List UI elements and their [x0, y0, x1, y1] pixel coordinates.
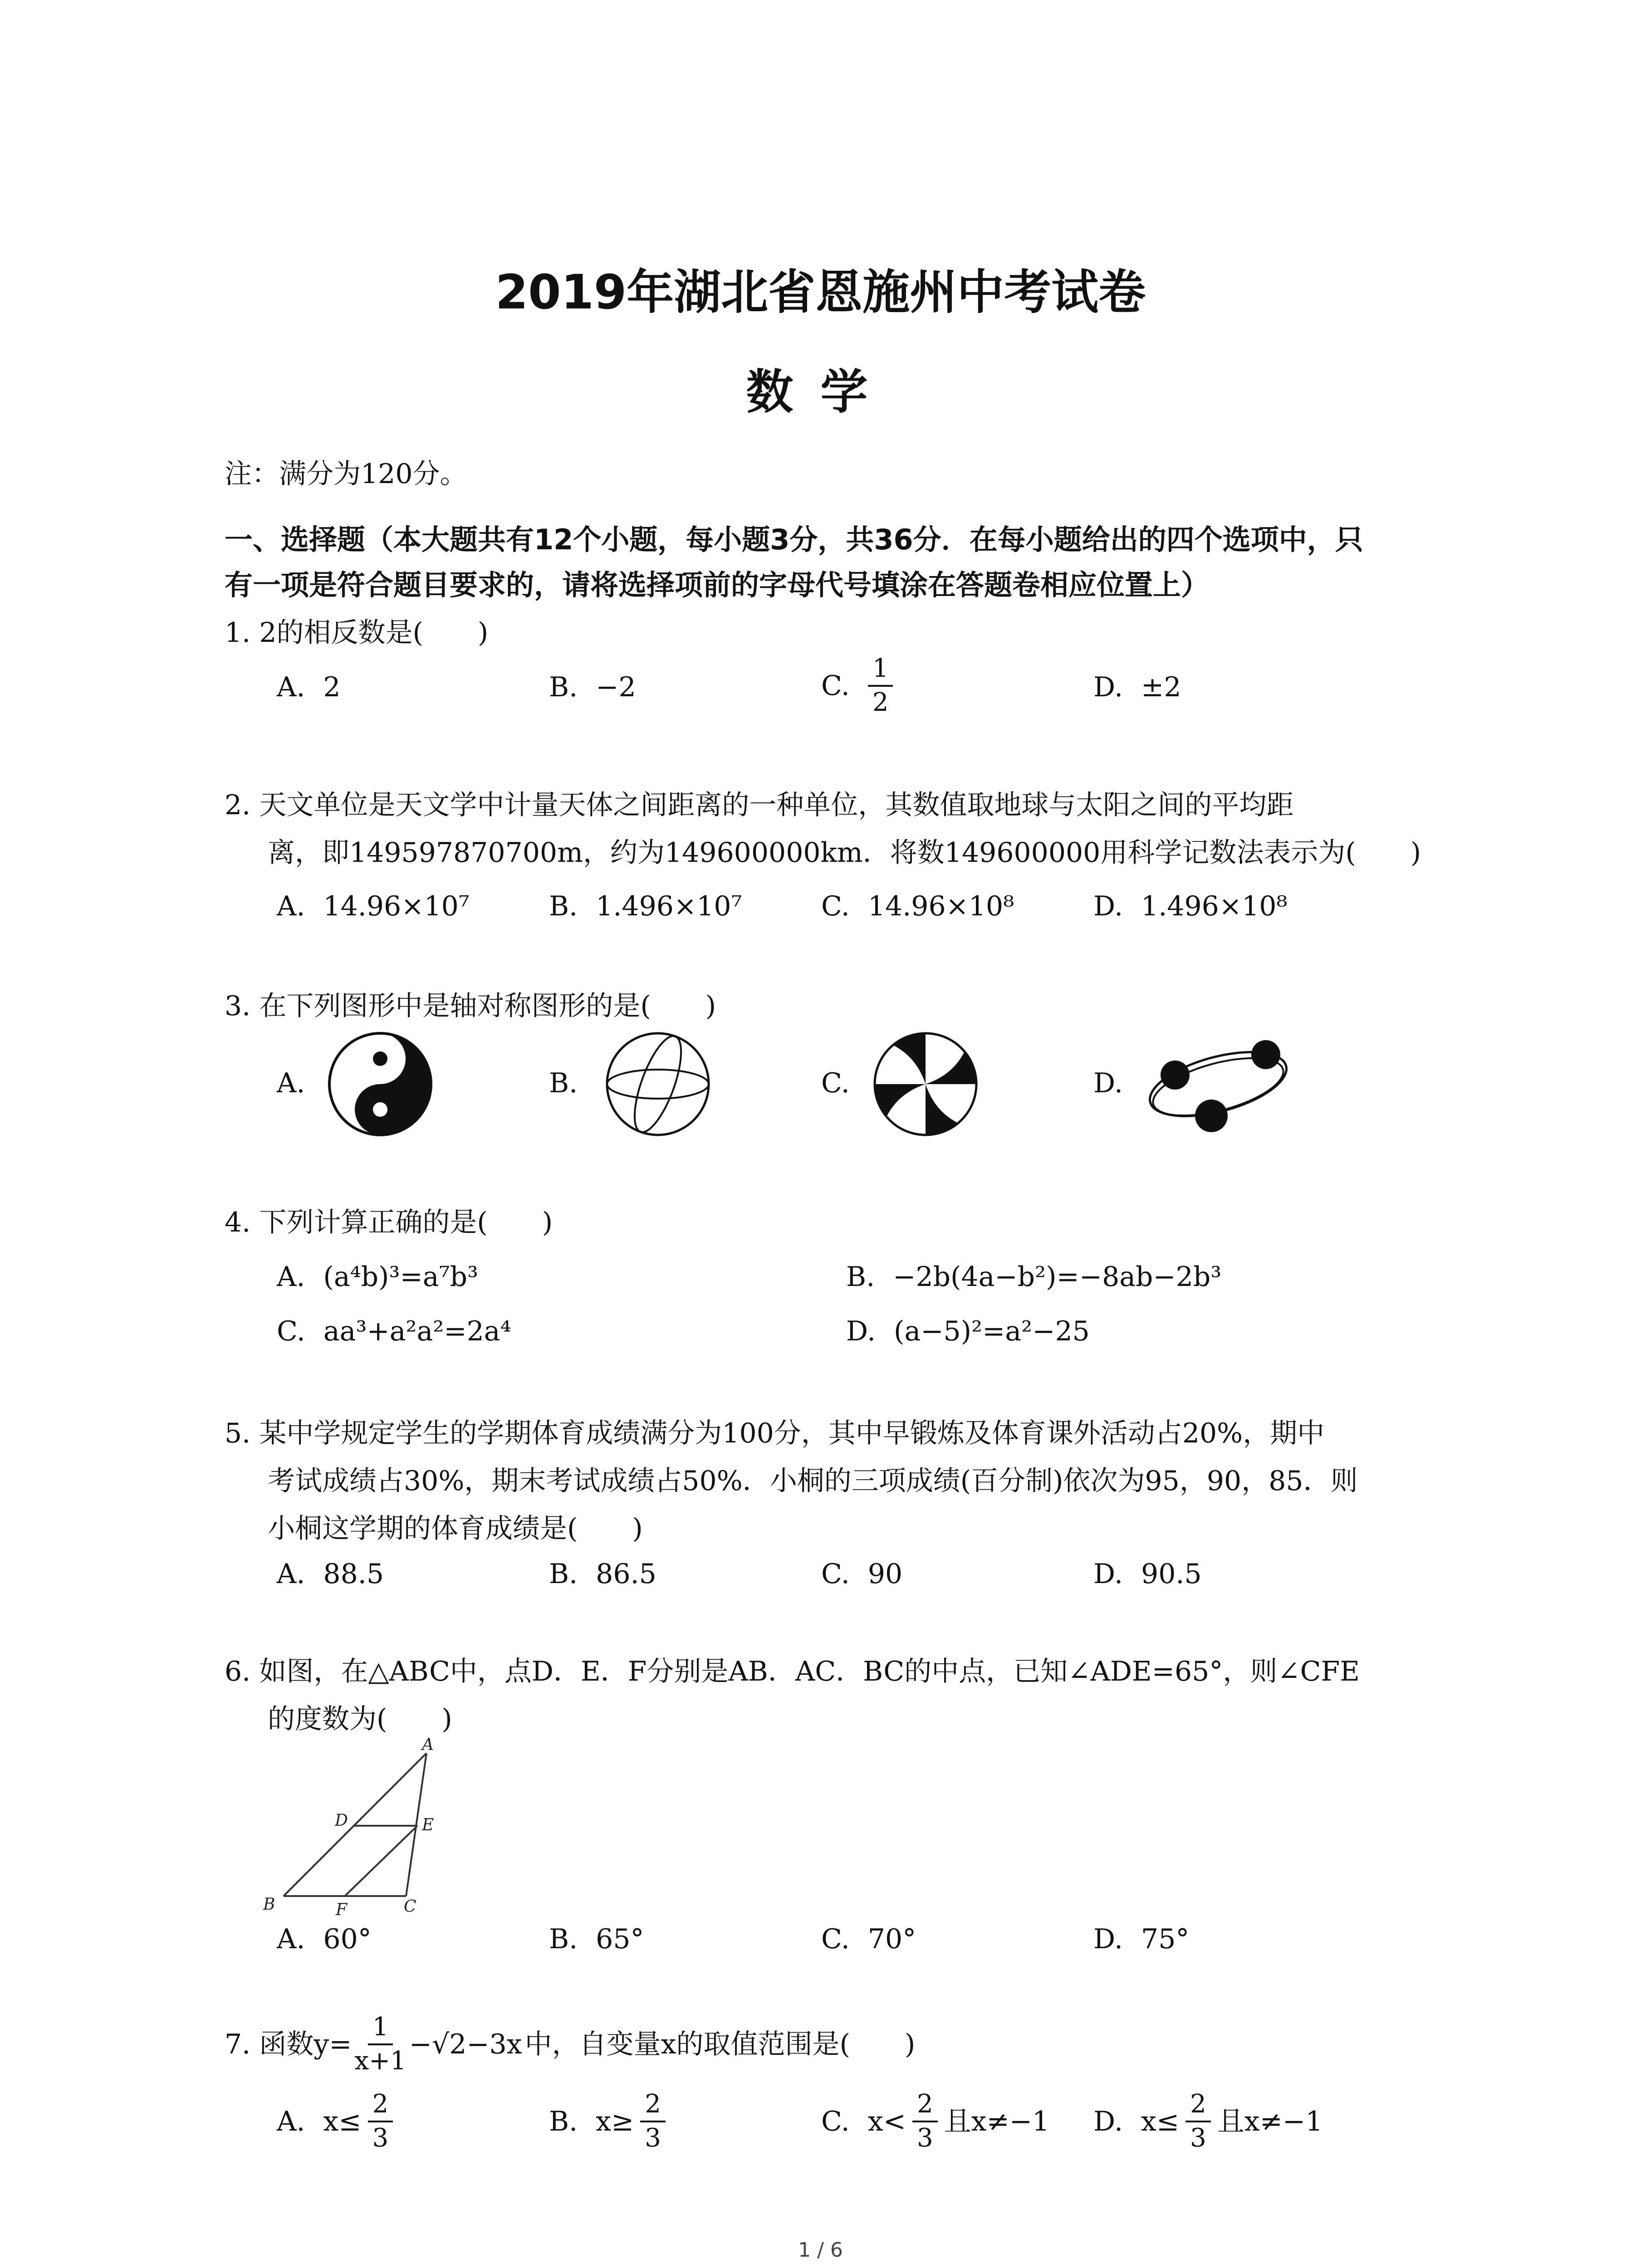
- section-heading-line2: 有一项是符合题目要求的，请将选择项前的字母代号填涂在答题卷相应位置上）: [225, 568, 1210, 601]
- fraction-denominator: 3: [372, 2123, 389, 2153]
- vertex-label-b: B: [263, 1895, 275, 1914]
- option-label: C.: [821, 670, 850, 702]
- q6-option-d: [1093, 1923, 1190, 1955]
- option-label: B.: [549, 1923, 578, 1955]
- option-label: D.: [846, 1315, 876, 1347]
- option-label: B.: [549, 2105, 578, 2137]
- fraction-numerator: 1: [368, 2014, 393, 2045]
- option-label: D.: [1093, 1923, 1123, 1955]
- option-text: 86.5: [596, 1558, 656, 1590]
- option-text: 14.96×10⁷: [323, 890, 470, 922]
- q4-option-a: [277, 1261, 479, 1293]
- option-text: 90.5: [1141, 1558, 1202, 1590]
- option-text: 65°: [596, 1923, 644, 1955]
- q6-option-c: [821, 1923, 916, 1955]
- q3-option-d-label: D.: [1093, 1067, 1123, 1099]
- question-5-line3: 小桐这学期的体育成绩是( ): [268, 1513, 643, 1545]
- vertex-label-e: E: [422, 1816, 434, 1834]
- q6-option-a: [277, 1923, 372, 1955]
- option-text: 70°: [867, 1923, 916, 1955]
- q7-option-c: [821, 2091, 1049, 2152]
- option-label: D.: [1093, 671, 1123, 703]
- option-text: 75°: [1141, 1923, 1190, 1955]
- option-prefix: x≤: [323, 2105, 362, 2137]
- fraction-numerator: 2: [1185, 2091, 1211, 2122]
- yin-yang-figure: [326, 1030, 435, 1139]
- page-number: 1 / 6: [798, 2239, 843, 2262]
- question-4-stem: 4. 下列计算正确的是( ): [225, 1207, 553, 1238]
- option-label: C.: [277, 1315, 305, 1347]
- vertex-label-c: C: [404, 1897, 416, 1916]
- q2-option-d: [1093, 890, 1288, 922]
- option-text: (a−5)²=a²−25: [894, 1315, 1090, 1347]
- option-label: B.: [549, 1558, 578, 1590]
- subject-title: 数学: [746, 364, 895, 420]
- option-suffix: 且x≠−1: [1217, 2105, 1323, 2137]
- fraction: [640, 2091, 666, 2152]
- option-label: C.: [821, 1558, 850, 1590]
- fraction-denominator: 3: [645, 2123, 661, 2153]
- q2-option-c: [821, 890, 1014, 922]
- question-2-line1: 2. 天文单位是天文学中计量天体之间距离的一种单位，其数值取地球与太阳之间的平均距: [225, 789, 1294, 821]
- question-3-stem: 3. 在下列图形中是轴对称图形的是( ): [225, 990, 716, 1022]
- q6-option-b: [549, 1923, 644, 1955]
- pinwheel-figure: [871, 1030, 980, 1139]
- q4-option-b: [846, 1261, 1222, 1293]
- fraction: [868, 655, 893, 716]
- option-label: B.: [549, 671, 578, 703]
- option-text: 2: [323, 671, 341, 703]
- option-label: D.: [1093, 890, 1123, 922]
- vertex-label-a: A: [422, 1737, 434, 1754]
- option-suffix: 且x≠−1: [944, 2105, 1050, 2137]
- score-note: 注：满分为120分。: [225, 458, 467, 490]
- question-6-line2: 的度数为( ): [268, 1703, 452, 1735]
- fraction-numerator: 2: [640, 2091, 666, 2122]
- option-label: A.: [277, 671, 305, 703]
- question-5-line1: 5. 某中学规定学生的学期体育成绩满分为100分，其中早锻炼及体育课外活动占20%，期中: [225, 1418, 1325, 1449]
- option-label: A.: [277, 1558, 305, 1590]
- q7-option-a: [277, 2091, 393, 2152]
- q5-option-c: [821, 1560, 902, 1588]
- fraction-denominator: x+1: [354, 2046, 407, 2076]
- page-title: 2019年湖北省恩施州中考试卷: [495, 264, 1146, 320]
- vertex-label-f: F: [336, 1901, 347, 1919]
- q1-option-a: [277, 671, 341, 703]
- q4-option-d: [846, 1315, 1090, 1347]
- option-text: 88.5: [323, 1558, 384, 1590]
- fraction: [355, 2014, 407, 2075]
- option-label: B.: [549, 890, 578, 922]
- option-text: −2b(4a−b²)=−8ab−2b³: [893, 1261, 1222, 1293]
- option-label: A.: [277, 1923, 305, 1955]
- option-text: aa³+a²a²=2a⁴: [323, 1315, 511, 1347]
- option-text: ±2: [1141, 671, 1181, 703]
- q1-option-d: [1093, 671, 1181, 703]
- option-prefix: x≥: [596, 2105, 634, 2137]
- option-text: −2: [596, 671, 636, 703]
- option-label: C.: [821, 2105, 850, 2137]
- option-text: 90: [867, 1558, 903, 1590]
- q1-option-b: [549, 671, 636, 703]
- fraction-denominator: 3: [1190, 2123, 1206, 2153]
- option-label: C.: [821, 1923, 850, 1955]
- fraction-numerator: 1: [868, 655, 893, 687]
- option-prefix: x≤: [1141, 2105, 1180, 2137]
- option-label: A.: [277, 890, 305, 922]
- fraction: [368, 2091, 393, 2152]
- q3-option-b-label: B.: [549, 1067, 578, 1099]
- option-label: A.: [277, 1261, 305, 1293]
- q1-option-c: [821, 655, 893, 716]
- sphere-figure: [601, 1030, 715, 1139]
- fraction: [912, 2091, 938, 2152]
- triangle-figure: [259, 1737, 458, 1919]
- stem-suffix: 中，自变量x的取值范围是( ): [524, 2028, 916, 2060]
- option-label: C.: [821, 890, 850, 922]
- q5-option-a: [277, 1560, 384, 1588]
- option-prefix: x<: [867, 2105, 906, 2137]
- vertex-label-d: D: [335, 1811, 348, 1830]
- stem-prefix: 7. 函数y=: [225, 2028, 352, 2060]
- question-7-stem: [225, 2014, 915, 2075]
- fraction-numerator: 2: [368, 2091, 393, 2122]
- stem-radical: −√2−3x: [409, 2028, 522, 2060]
- fraction: [1185, 2091, 1211, 2152]
- q5-option-d: [1093, 1560, 1202, 1588]
- option-text: 14.96×10⁸: [867, 890, 1014, 922]
- fraction-numerator: 2: [912, 2091, 938, 2122]
- q3-option-c-label: C.: [821, 1067, 850, 1099]
- q7-option-d: [1093, 2091, 1323, 2152]
- orbit-figure: [1141, 1030, 1295, 1139]
- option-label: A.: [277, 2105, 305, 2137]
- question-5-line2: 考试成绩占30%，期末考试成绩占50%．小桐的三项成绩(百分制)依次为95，90，85．则: [268, 1465, 1358, 1497]
- option-text: 1.496×10⁷: [596, 890, 742, 922]
- q3-option-a-label: A.: [277, 1067, 305, 1099]
- option-label: D.: [1093, 1558, 1123, 1590]
- q4-option-c: [277, 1315, 511, 1347]
- fraction-denominator: 2: [872, 687, 889, 717]
- option-text: 1.496×10⁸: [1141, 890, 1288, 922]
- question-2-line2: 离，即149597870700m，约为149600000km．将数149600000用科学记数法表示为( ): [268, 837, 1421, 869]
- question-6-line1: 6. 如图，在△ABC中，点D．E．F分别是AB．AC．BC的中点，已知∠ADE=65°，则∠CFE: [225, 1656, 1360, 1687]
- q7-option-b: [549, 2091, 666, 2152]
- question-1-stem: 1. 2的相反数是( ): [225, 617, 489, 649]
- q2-option-b: [549, 890, 742, 922]
- q2-option-a: [277, 890, 470, 922]
- option-label: D.: [1093, 2105, 1123, 2137]
- fraction-denominator: 3: [916, 2123, 933, 2153]
- section-heading-line1: 一、选择题（本大题共有12个小题，每小题3分，共36分．在每小题给出的四个选项中，只: [225, 523, 1363, 556]
- q5-option-b: [549, 1560, 656, 1588]
- option-text: (a⁴b)³=a⁷b³: [323, 1261, 479, 1293]
- option-text: 60°: [323, 1923, 372, 1955]
- option-label: B.: [846, 1261, 875, 1293]
